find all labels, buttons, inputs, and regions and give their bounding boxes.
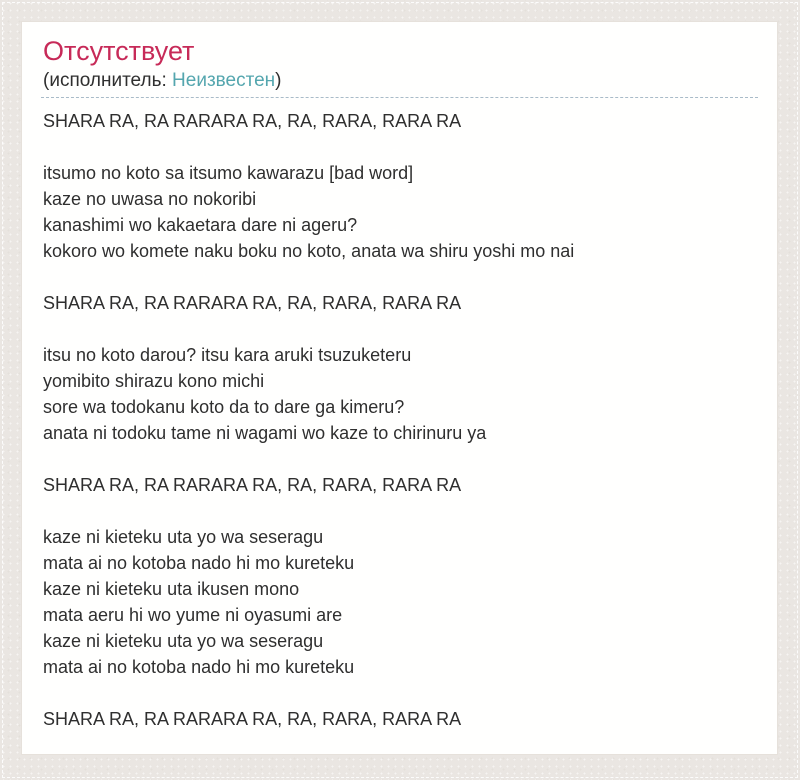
lyrics-line bbox=[43, 498, 758, 524]
lyrics-block bbox=[43, 108, 758, 732]
lyrics-line bbox=[43, 680, 758, 706]
lyrics-line: kokoro wo komete naku boku no koto, anata wa shiru yoshi mo nai bbox=[43, 241, 575, 261]
lyrics-line: SHARA RA, RA RARARA RA, RA, RARA, RARA RA bbox=[43, 293, 462, 313]
lyrics-line: kaze no uwasa no nokoribi bbox=[43, 189, 257, 209]
content-card bbox=[21, 21, 778, 755]
lyrics-line: anata ni todoku tame ni wagami wo kaze to chirinuru ya bbox=[43, 423, 487, 443]
lyrics-line bbox=[43, 134, 758, 160]
song-header bbox=[41, 36, 758, 98]
artist-label-suffix: ) bbox=[275, 70, 282, 91]
song-title: Отсутствует bbox=[43, 36, 195, 66]
lyrics-line: yomibito shirazu kono michi bbox=[43, 371, 265, 391]
lyrics-line: mata aeru hi wo yume ni oyasumi are bbox=[43, 605, 343, 625]
lyrics-line: SHARA RA, RA RARARA RA, RA, RARA, RARA RA bbox=[43, 111, 462, 131]
artist-label-prefix: (исполнитель: bbox=[43, 70, 173, 91]
lyrics-line: SHARA RA, RA RARARA RA, RA, RARA, RARA RA bbox=[43, 709, 462, 729]
lyrics-line: mata ai no kotoba nado hi mo kureteku bbox=[43, 657, 355, 677]
lyrics-line: itsumo no koto sa itsumo kawarazu [bad word] bbox=[43, 163, 414, 183]
lyrics-line bbox=[43, 264, 758, 290]
lyrics-line: SHARA RA, RA RARARA RA, RA, RARA, RARA RA bbox=[43, 475, 462, 495]
lyrics-line: kaze ni kieteku uta ikusen mono bbox=[43, 579, 300, 599]
lyrics-line bbox=[43, 316, 758, 342]
lyrics-line: mata ai no kotoba nado hi mo kureteku bbox=[43, 553, 355, 573]
artist-link[interactable]: Неизвестен bbox=[172, 70, 276, 91]
lyrics-line: kaze ni kieteku uta yo wa seseragu bbox=[43, 527, 324, 547]
lyrics-line: kanashimi wo kakaetara dare ni ageru? bbox=[43, 215, 358, 235]
lyrics-line: itsu no koto darou? itsu kara aruki tsuzuketeru bbox=[43, 345, 412, 365]
artist-line bbox=[43, 70, 758, 91]
lyrics-line bbox=[43, 446, 758, 472]
lyrics-line: kaze ni kieteku uta yo wa seseragu bbox=[43, 631, 324, 651]
lyrics-line: sore wa todokanu koto da to dare ga kimeru? bbox=[43, 397, 405, 417]
